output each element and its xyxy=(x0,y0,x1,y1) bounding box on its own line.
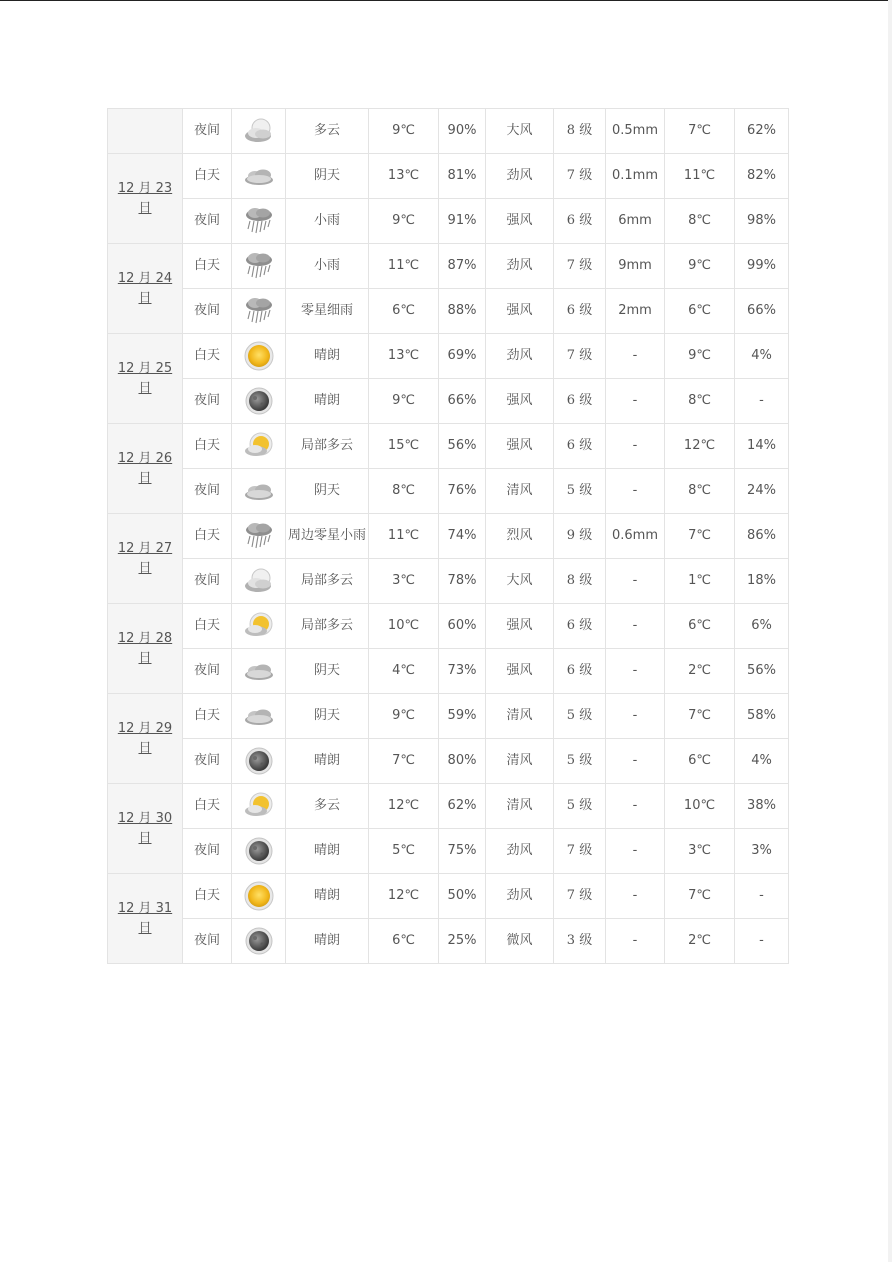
weather-table-body xyxy=(108,109,789,964)
weather-description: 阴天 xyxy=(286,469,369,514)
humidity: 56% xyxy=(439,424,486,469)
weather-description: 晴朗 xyxy=(286,919,369,964)
date-cell xyxy=(108,874,183,964)
weather-description: 晴朗 xyxy=(286,874,369,919)
period-cell: 白天 xyxy=(183,784,232,829)
wind-description: 劲风 xyxy=(486,334,554,379)
period-cell: 白天 xyxy=(183,694,232,739)
temperature: 9℃ xyxy=(369,199,439,244)
weather-description: 晴朗 xyxy=(286,379,369,424)
weather-description: 局部多云 xyxy=(286,559,369,604)
humidity: 75% xyxy=(439,829,486,874)
period-cell: 夜间 xyxy=(183,829,232,874)
period-cell: 夜间 xyxy=(183,199,232,244)
weather-description: 晴朗 xyxy=(286,829,369,874)
rain-icon xyxy=(243,520,275,552)
temperature: 12℃ xyxy=(369,784,439,829)
date-label[interactable]: 12 月 28 日 xyxy=(117,630,173,666)
precipitation-chance: 82% xyxy=(735,154,789,199)
wind-level: 7 级 xyxy=(554,154,606,199)
date-cell xyxy=(108,334,183,424)
wind-description: 劲风 xyxy=(486,829,554,874)
precipitation: - xyxy=(606,379,665,424)
weather-icon-cell xyxy=(232,469,286,514)
weather-description: 零星细雨 xyxy=(286,289,369,334)
sun-icon xyxy=(243,880,275,912)
table-row xyxy=(108,739,789,784)
wind-level: 6 级 xyxy=(554,424,606,469)
period-cell: 白天 xyxy=(183,334,232,379)
weather-forecast-table xyxy=(107,108,789,964)
humidity: 60% xyxy=(439,604,486,649)
feels-like-temperature: 2℃ xyxy=(665,919,735,964)
precipitation-chance: 18% xyxy=(735,559,789,604)
precipitation: - xyxy=(606,649,665,694)
temperature: 8℃ xyxy=(369,469,439,514)
precipitation: - xyxy=(606,874,665,919)
table-row xyxy=(108,694,789,739)
period-cell: 夜间 xyxy=(183,379,232,424)
period-cell: 夜间 xyxy=(183,289,232,334)
temperature: 9℃ xyxy=(369,109,439,154)
date-cell xyxy=(108,694,183,784)
period-cell: 白天 xyxy=(183,604,232,649)
precipitation: 0.6mm xyxy=(606,514,665,559)
date-cell xyxy=(108,244,183,334)
weather-icon-cell xyxy=(232,379,286,424)
weather-icon-cell xyxy=(232,289,286,334)
table-row xyxy=(108,334,789,379)
humidity: 69% xyxy=(439,334,486,379)
humidity: 25% xyxy=(439,919,486,964)
period-cell: 夜间 xyxy=(183,559,232,604)
feels-like-temperature: 11℃ xyxy=(665,154,735,199)
page-right-edge xyxy=(888,0,892,1262)
temperature: 9℃ xyxy=(369,379,439,424)
table-row xyxy=(108,244,789,289)
precipitation: - xyxy=(606,829,665,874)
weather-description: 局部多云 xyxy=(286,424,369,469)
feels-like-temperature: 8℃ xyxy=(665,379,735,424)
precipitation-chance: 99% xyxy=(735,244,789,289)
temperature: 11℃ xyxy=(369,514,439,559)
wind-level: 9 级 xyxy=(554,514,606,559)
cloudy-icon xyxy=(243,565,275,597)
date-label[interactable]: 12 月 27 日 xyxy=(117,540,173,576)
precipitation-chance: 98% xyxy=(735,199,789,244)
precipitation: - xyxy=(606,784,665,829)
period-cell: 夜间 xyxy=(183,919,232,964)
period-cell: 夜间 xyxy=(183,649,232,694)
wind-description: 清风 xyxy=(486,469,554,514)
precipitation: 2mm xyxy=(606,289,665,334)
wind-level: 5 级 xyxy=(554,784,606,829)
precipitation: - xyxy=(606,469,665,514)
feels-like-temperature: 9℃ xyxy=(665,244,735,289)
humidity: 81% xyxy=(439,154,486,199)
humidity: 50% xyxy=(439,874,486,919)
wind-level: 6 级 xyxy=(554,604,606,649)
weather-description: 小雨 xyxy=(286,244,369,289)
date-label[interactable]: 12 月 26 日 xyxy=(117,450,173,486)
temperature: 13℃ xyxy=(369,334,439,379)
date-label[interactable]: 12 月 24 日 xyxy=(117,270,173,306)
feels-like-temperature: 12℃ xyxy=(665,424,735,469)
precipitation: - xyxy=(606,559,665,604)
feels-like-temperature: 8℃ xyxy=(665,469,735,514)
temperature: 6℃ xyxy=(369,919,439,964)
cloudy-icon xyxy=(243,115,275,147)
wind-description: 清风 xyxy=(486,784,554,829)
temperature: 7℃ xyxy=(369,739,439,784)
table-row xyxy=(108,514,789,559)
date-cell xyxy=(108,109,183,154)
table-row xyxy=(108,424,789,469)
moon-icon xyxy=(243,835,275,867)
date-label[interactable]: 12 月 23 日 xyxy=(117,180,173,216)
weather-icon-cell xyxy=(232,919,286,964)
precipitation: 0.1mm xyxy=(606,154,665,199)
wind-level: 7 级 xyxy=(554,334,606,379)
wind-description: 强风 xyxy=(486,424,554,469)
partly-cloudy-icon xyxy=(243,790,275,822)
wind-description: 强风 xyxy=(486,199,554,244)
wind-level: 6 级 xyxy=(554,379,606,424)
humidity: 91% xyxy=(439,199,486,244)
humidity: 80% xyxy=(439,739,486,784)
weather-icon-cell xyxy=(232,649,286,694)
date-label[interactable]: 12 月 30 日 xyxy=(117,810,173,846)
weather-description: 多云 xyxy=(286,784,369,829)
period-cell: 白天 xyxy=(183,424,232,469)
feels-like-temperature: 6℃ xyxy=(665,289,735,334)
wind-description: 劲风 xyxy=(486,874,554,919)
weather-icon-cell xyxy=(232,199,286,244)
precipitation-chance: 24% xyxy=(735,469,789,514)
wind-description: 强风 xyxy=(486,649,554,694)
partly-cloudy-icon xyxy=(243,610,275,642)
precipitation: - xyxy=(606,694,665,739)
weather-icon-cell xyxy=(232,829,286,874)
precipitation: 9mm xyxy=(606,244,665,289)
humidity: 88% xyxy=(439,289,486,334)
precipitation-chance: - xyxy=(735,919,789,964)
wind-level: 8 级 xyxy=(554,109,606,154)
feels-like-temperature: 7℃ xyxy=(665,514,735,559)
wind-description: 强风 xyxy=(486,604,554,649)
weather-icon-cell xyxy=(232,424,286,469)
feels-like-temperature: 9℃ xyxy=(665,334,735,379)
table-row xyxy=(108,379,789,424)
weather-description: 晴朗 xyxy=(286,334,369,379)
wind-level: 6 级 xyxy=(554,649,606,694)
weather-description: 多云 xyxy=(286,109,369,154)
wind-level: 7 级 xyxy=(554,244,606,289)
weather-icon-cell xyxy=(232,739,286,784)
weather-icon-cell xyxy=(232,694,286,739)
precipitation: - xyxy=(606,739,665,784)
table-row xyxy=(108,604,789,649)
overcast-icon xyxy=(243,655,275,687)
precipitation: 0.5mm xyxy=(606,109,665,154)
wind-description: 烈风 xyxy=(486,514,554,559)
humidity: 78% xyxy=(439,559,486,604)
precipitation-chance: - xyxy=(735,379,789,424)
humidity: 74% xyxy=(439,514,486,559)
page-top-rule xyxy=(0,0,892,1)
wind-level: 7 级 xyxy=(554,874,606,919)
precipitation-chance: 58% xyxy=(735,694,789,739)
wind-level: 6 级 xyxy=(554,289,606,334)
feels-like-temperature: 6℃ xyxy=(665,739,735,784)
wind-level: 7 级 xyxy=(554,829,606,874)
table-row xyxy=(108,874,789,919)
precipitation-chance: 38% xyxy=(735,784,789,829)
weather-icon-cell xyxy=(232,604,286,649)
weather-icon-cell xyxy=(232,514,286,559)
feels-like-temperature: 10℃ xyxy=(665,784,735,829)
temperature: 9℃ xyxy=(369,694,439,739)
overcast-icon xyxy=(243,475,275,507)
weather-icon-cell xyxy=(232,334,286,379)
weather-icon-cell xyxy=(232,784,286,829)
humidity: 76% xyxy=(439,469,486,514)
weather-icon-cell xyxy=(232,154,286,199)
precipitation: - xyxy=(606,919,665,964)
weather-description: 阴天 xyxy=(286,154,369,199)
wind-level: 6 级 xyxy=(554,199,606,244)
wind-description: 清风 xyxy=(486,694,554,739)
humidity: 90% xyxy=(439,109,486,154)
precipitation-chance: 4% xyxy=(735,739,789,784)
wind-level: 3 级 xyxy=(554,919,606,964)
date-cell xyxy=(108,424,183,514)
weather-icon-cell xyxy=(232,244,286,289)
rain-icon xyxy=(243,295,275,327)
feels-like-temperature: 6℃ xyxy=(665,604,735,649)
feels-like-temperature: 7℃ xyxy=(665,694,735,739)
date-cell xyxy=(108,514,183,604)
table-row xyxy=(108,559,789,604)
moon-icon xyxy=(243,385,275,417)
humidity: 62% xyxy=(439,784,486,829)
date-label[interactable]: 12 月 25 日 xyxy=(117,360,173,396)
feels-like-temperature: 7℃ xyxy=(665,874,735,919)
period-cell: 白天 xyxy=(183,244,232,289)
table-row xyxy=(108,199,789,244)
date-cell xyxy=(108,784,183,874)
feels-like-temperature: 1℃ xyxy=(665,559,735,604)
temperature: 15℃ xyxy=(369,424,439,469)
temperature: 4℃ xyxy=(369,649,439,694)
wind-description: 大风 xyxy=(486,559,554,604)
weather-description: 阴天 xyxy=(286,649,369,694)
wind-level: 5 级 xyxy=(554,739,606,784)
weather-description: 周边零星小雨 xyxy=(286,514,369,559)
wind-description: 微风 xyxy=(486,919,554,964)
temperature: 12℃ xyxy=(369,874,439,919)
humidity: 59% xyxy=(439,694,486,739)
rain-icon xyxy=(243,205,275,237)
date-cell xyxy=(108,154,183,244)
precipitation-chance: 56% xyxy=(735,649,789,694)
precipitation-chance: 14% xyxy=(735,424,789,469)
feels-like-temperature: 3℃ xyxy=(665,829,735,874)
table-row xyxy=(108,829,789,874)
temperature: 5℃ xyxy=(369,829,439,874)
precipitation: - xyxy=(606,334,665,379)
weather-icon-cell xyxy=(232,559,286,604)
humidity: 87% xyxy=(439,244,486,289)
wind-level: 5 级 xyxy=(554,469,606,514)
precipitation: - xyxy=(606,424,665,469)
rain-icon xyxy=(243,250,275,282)
humidity: 73% xyxy=(439,649,486,694)
period-cell: 白天 xyxy=(183,874,232,919)
table-row xyxy=(108,649,789,694)
temperature: 6℃ xyxy=(369,289,439,334)
moon-icon xyxy=(243,925,275,957)
table-row xyxy=(108,154,789,199)
temperature: 10℃ xyxy=(369,604,439,649)
precipitation-chance: 3% xyxy=(735,829,789,874)
precipitation: 6mm xyxy=(606,199,665,244)
wind-description: 强风 xyxy=(486,289,554,334)
period-cell: 夜间 xyxy=(183,739,232,784)
humidity: 66% xyxy=(439,379,486,424)
table-row xyxy=(108,919,789,964)
temperature: 13℃ xyxy=(369,154,439,199)
wind-description: 清风 xyxy=(486,739,554,784)
period-cell: 夜间 xyxy=(183,109,232,154)
precipitation: - xyxy=(606,604,665,649)
weather-icon-cell xyxy=(232,109,286,154)
weather-description: 局部多云 xyxy=(286,604,369,649)
wind-description: 大风 xyxy=(486,109,554,154)
precipitation-chance: - xyxy=(735,874,789,919)
wind-description: 劲风 xyxy=(486,244,554,289)
feels-like-temperature: 7℃ xyxy=(665,109,735,154)
overcast-icon xyxy=(243,160,275,192)
precipitation-chance: 86% xyxy=(735,514,789,559)
period-cell: 白天 xyxy=(183,154,232,199)
period-cell: 夜间 xyxy=(183,469,232,514)
period-cell: 白天 xyxy=(183,514,232,559)
overcast-icon xyxy=(243,700,275,732)
wind-description: 强风 xyxy=(486,379,554,424)
precipitation-chance: 6% xyxy=(735,604,789,649)
partly-cloudy-icon xyxy=(243,430,275,462)
moon-icon xyxy=(243,745,275,777)
feels-like-temperature: 2℃ xyxy=(665,649,735,694)
precipitation-chance: 4% xyxy=(735,334,789,379)
sun-icon xyxy=(243,340,275,372)
date-label[interactable]: 12 月 31 日 xyxy=(117,900,173,936)
weather-icon-cell xyxy=(232,874,286,919)
wind-level: 5 级 xyxy=(554,694,606,739)
date-cell xyxy=(108,604,183,694)
precipitation-chance: 62% xyxy=(735,109,789,154)
temperature: 11℃ xyxy=(369,244,439,289)
table-row xyxy=(108,784,789,829)
wind-description: 劲风 xyxy=(486,154,554,199)
weather-description: 小雨 xyxy=(286,199,369,244)
feels-like-temperature: 8℃ xyxy=(665,199,735,244)
weather-description: 阴天 xyxy=(286,694,369,739)
precipitation-chance: 66% xyxy=(735,289,789,334)
table-row xyxy=(108,469,789,514)
table-row xyxy=(108,109,789,154)
temperature: 3℃ xyxy=(369,559,439,604)
date-label[interactable]: 12 月 29 日 xyxy=(117,720,173,756)
weather-description: 晴朗 xyxy=(286,739,369,784)
table-row xyxy=(108,289,789,334)
wind-level: 8 级 xyxy=(554,559,606,604)
